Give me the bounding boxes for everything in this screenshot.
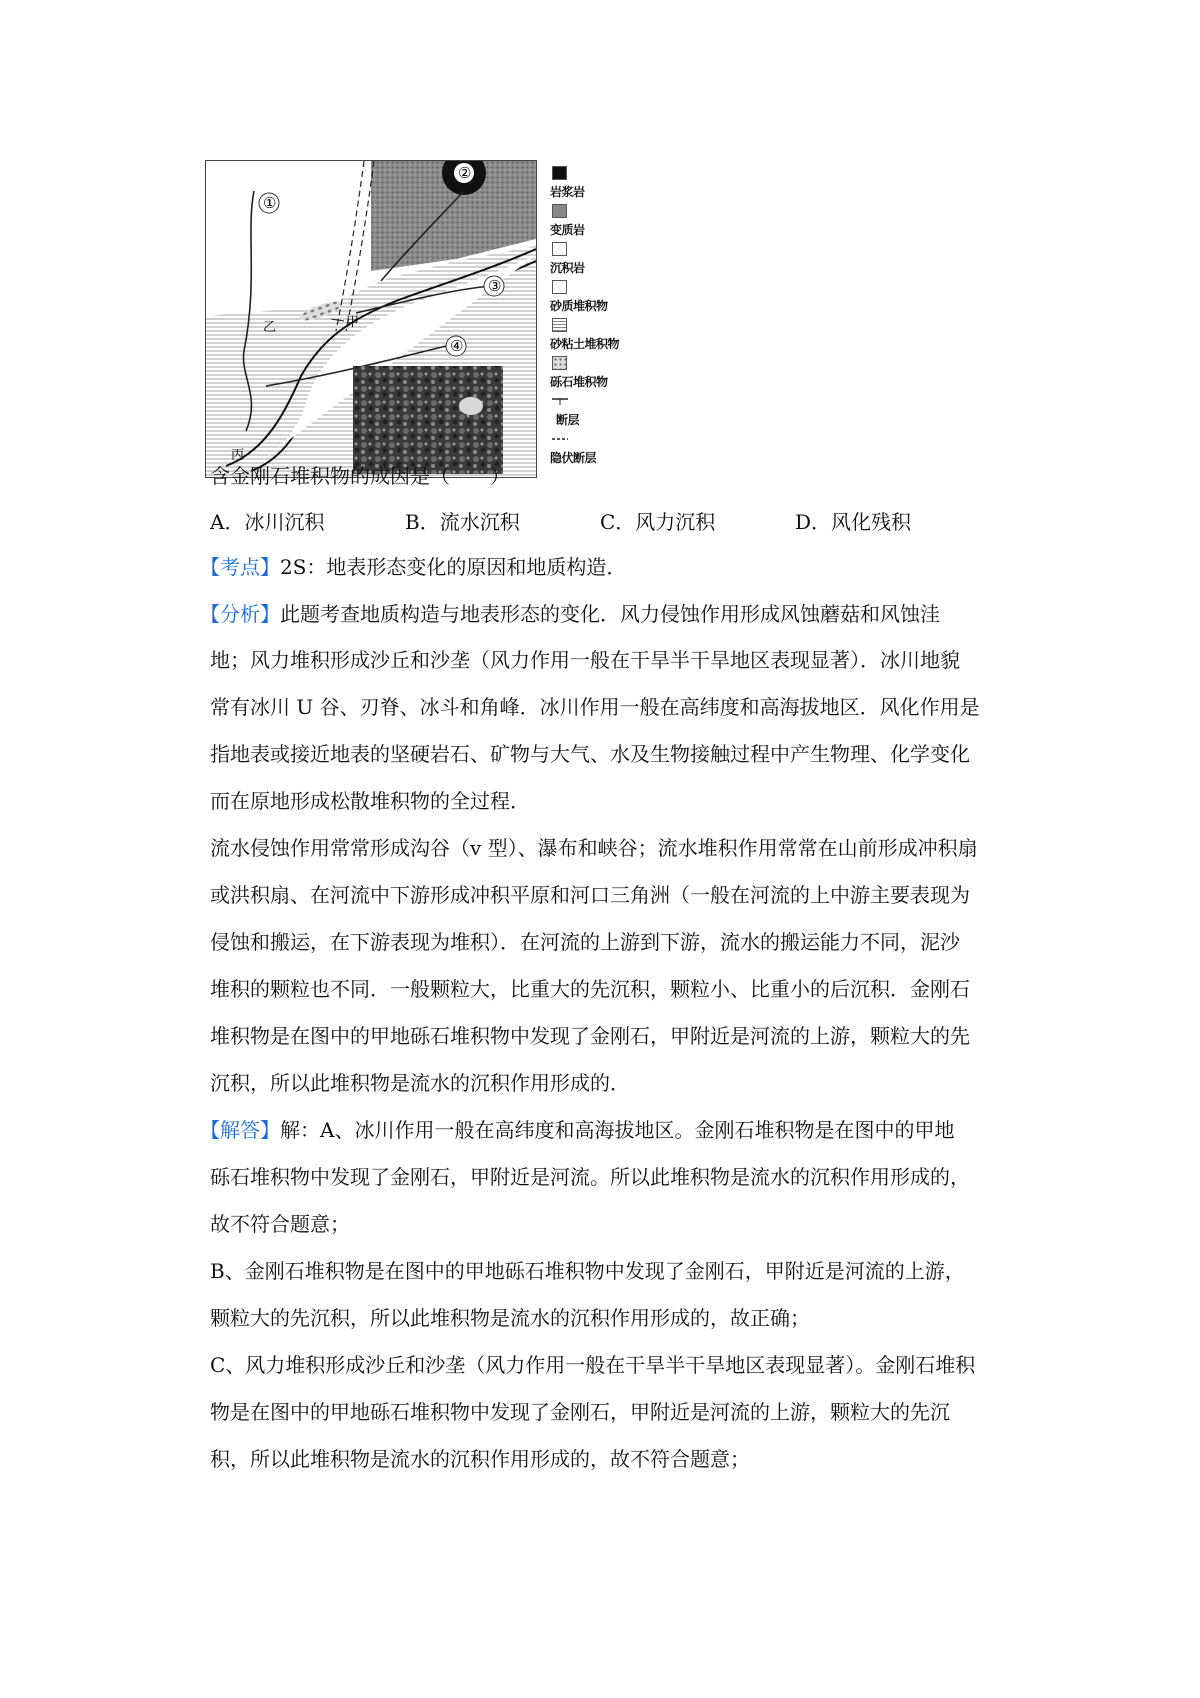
fenxi-line-4: 指地表或接近地表的坚硬岩石、矿物与大气、水及生物接触过程中产生物理、化学变化 bbox=[210, 742, 970, 766]
fenxi-line-2: 地；风力堆积形成沙丘和沙垄（风力作用一般在干旱半干旱地区表现显著）．冰川地貌 bbox=[210, 648, 960, 672]
jieda-line-5: 颗粒大的先沉积，所以此堆积物是流水的沉积作用形成的，故正确； bbox=[210, 1306, 810, 1330]
map-legend bbox=[550, 166, 620, 470]
legend-item-sedimentary bbox=[550, 242, 610, 280]
geologic-map-drawing bbox=[206, 161, 536, 477]
fenxi-line-1 bbox=[200, 600, 1020, 628]
fenxi-line-9: 堆积的颗粒也不同．一般颗粒大，比重大的先沉积，颗粒小、比重小的后沉积．金刚石 bbox=[210, 977, 970, 1001]
jieda-line-2: 砾石堆积物中发现了金刚石，甲附近是河流。所以此堆积物是流水的沉积作用形成的， bbox=[210, 1165, 970, 1189]
question-stem: 含金刚石堆积物的成因是（ ） bbox=[210, 464, 510, 488]
map-label-1: ① bbox=[263, 194, 277, 212]
fenxi-line-10: 堆积物是在图中的甲地砾石堆积物中发现了金刚石，甲附近是河流的上游，颗粒大的先 bbox=[210, 1024, 970, 1048]
fault-symbol-icon bbox=[550, 394, 570, 408]
kaodian-line bbox=[200, 553, 1020, 581]
map-label-3: ③ bbox=[488, 277, 502, 295]
kaodian-text: 2S：地表形态变化的原因和地质构造． bbox=[280, 555, 627, 579]
legend-swatch bbox=[552, 280, 567, 294]
geologic-map bbox=[205, 160, 537, 478]
legend-item-gravel bbox=[550, 356, 610, 394]
legend-item-fault bbox=[550, 394, 610, 432]
jieda-line-3: 故不符合题意； bbox=[210, 1212, 350, 1236]
legend-swatch bbox=[552, 204, 567, 218]
legend-swatch bbox=[552, 242, 567, 256]
kaodian-tag: 【考点】 bbox=[200, 555, 280, 579]
fenxi-line-7: 或洪积扇、在河流中下游形成冲积平原和河口三角洲（一般在河流的上中游主要表现为 bbox=[210, 883, 970, 907]
jieda-tag: 【解答】 bbox=[200, 1118, 280, 1142]
legend-item-sandy bbox=[550, 280, 610, 318]
legend-label: 岩浆岩 bbox=[550, 185, 585, 199]
legend-label: 断层 bbox=[556, 413, 580, 427]
option-d: D．风化残积 bbox=[795, 510, 912, 534]
jieda-line-1 bbox=[200, 1116, 1020, 1144]
fenxi-line-11: 沉积，所以此堆积物是流水的沉积作用形成的． bbox=[210, 1071, 630, 1095]
map-label-yi: 乙 bbox=[263, 320, 277, 335]
map-label-jia: 甲 bbox=[346, 315, 360, 330]
map-label-4: ④ bbox=[450, 337, 464, 355]
jieda-line-8: 积，所以此堆积物是流水的沉积作用形成的，故不符合题意； bbox=[210, 1447, 750, 1471]
legend-swatch bbox=[552, 318, 567, 332]
fenxi-line-5: 而在原地形成松散堆积物的全过程． bbox=[210, 789, 530, 813]
legend-item-sand-clay bbox=[550, 318, 620, 356]
legend-item-metamorphic bbox=[550, 204, 610, 242]
fenxi-line-3: 常有冰川 U 谷、刃脊、冰斗和角峰．冰川作用一般在高纬度和高海拔地区．风化作用是 bbox=[210, 695, 980, 719]
jieda-text: 解：A、冰川作用一般在高纬度和高海拔地区。金刚石堆积物是在图中的甲地 bbox=[280, 1118, 955, 1142]
fenxi-tag: 【分析】 bbox=[200, 602, 280, 626]
fenxi-text: 此题考查地质构造与地表形态的变化．风力侵蚀作用形成风蚀蘑菇和风蚀洼 bbox=[280, 602, 940, 626]
buried-fault-symbol-icon bbox=[550, 432, 570, 446]
option-b: B．流水沉积 bbox=[405, 510, 520, 534]
legend-label: 砾石堆积物 bbox=[550, 375, 608, 389]
legend-label: 隐伏断层 bbox=[550, 451, 597, 465]
legend-swatch bbox=[552, 166, 567, 180]
legend-label: 砂质堆积物 bbox=[550, 299, 608, 313]
fenxi-line-6: 流水侵蚀作用常常形成沟谷（v 型）、瀑布和峡谷；流水堆积作用常常在山前形成冲积扇 bbox=[210, 836, 978, 860]
option-a: A．冰川沉积 bbox=[210, 510, 325, 534]
legend-item-magmatic bbox=[550, 166, 610, 204]
legend-label: 变质岩 bbox=[550, 223, 585, 237]
option-c: C．风力沉积 bbox=[600, 510, 716, 534]
fenxi-line-8: 侵蚀和搬运，在下游表现为堆积）．在河流的上游到下游，流水的搬运能力不同，泥沙 bbox=[210, 930, 960, 954]
legend-swatch bbox=[552, 356, 567, 370]
geology-figure bbox=[205, 160, 620, 480]
legend-label: 砂粘土堆积物 bbox=[550, 337, 620, 351]
map-label-bing: 丙 bbox=[231, 448, 245, 463]
jieda-line-7: 物是在图中的甲地砾石堆积物中发现了金刚石，甲附近是河流的上游，颗粒大的先沉 bbox=[210, 1400, 950, 1424]
legend-label: 沉积岩 bbox=[550, 261, 585, 275]
jieda-line-6: C、风力堆积形成沙丘和沙垄（风力作用一般在干旱半干旱地区表现显著）。金刚石堆积 bbox=[210, 1353, 976, 1377]
map-label-2: ② bbox=[458, 164, 472, 182]
jieda-line-4: B、金刚石堆积物是在图中的甲地砾石堆积物中发现了金刚石，甲附近是河流的上游， bbox=[210, 1259, 965, 1283]
